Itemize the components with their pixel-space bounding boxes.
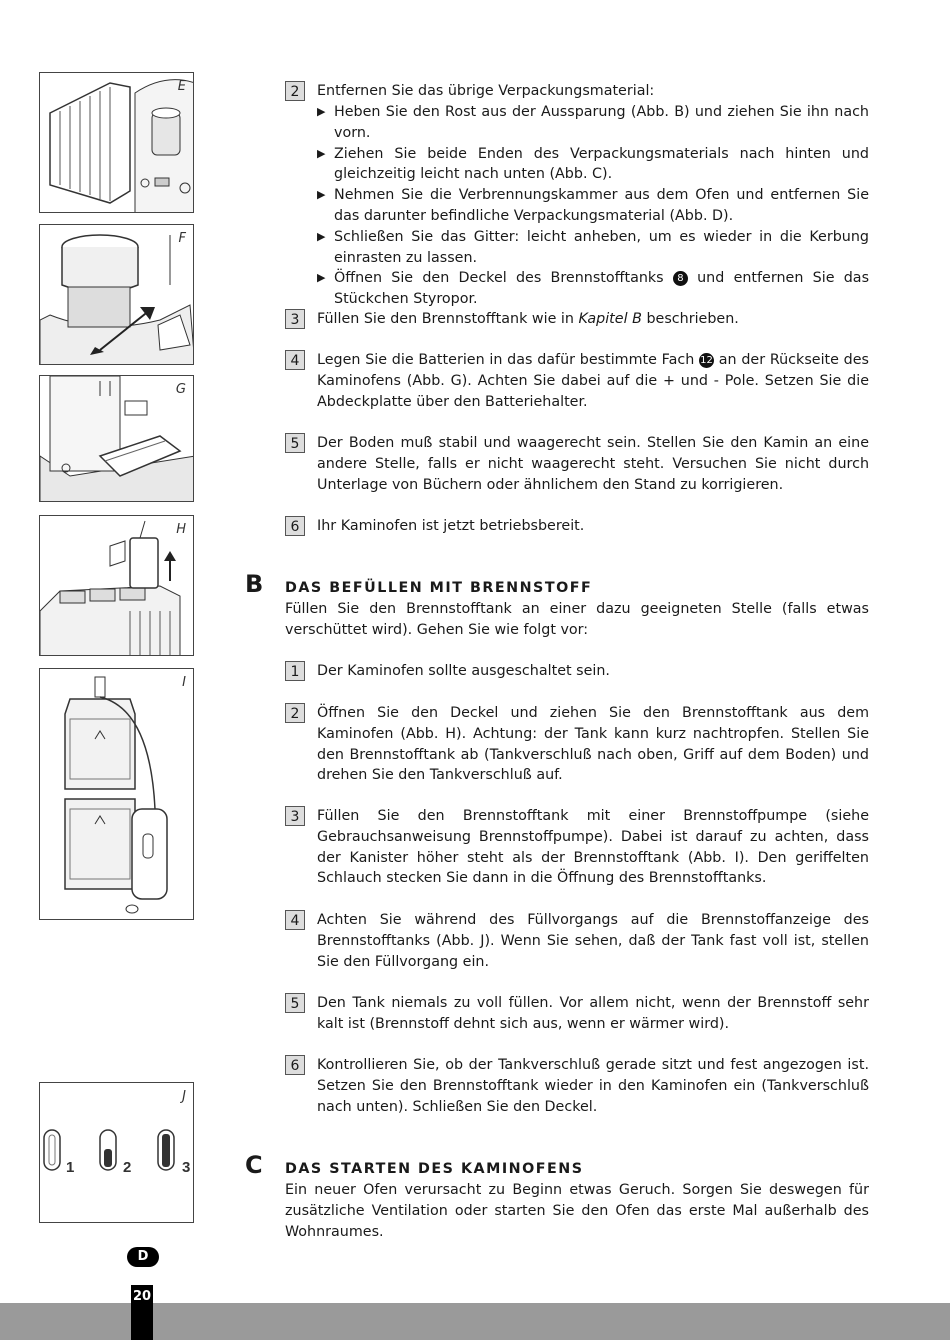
figure-g [39,375,194,502]
figure-label: I [182,675,186,690]
bullet-list [317,102,869,310]
bullet-text: Heben Sie den Rost aus der Aussparung (Abb. B) und ziehen Sie ihn nach vorn. [334,104,869,141]
step-text: Öffnen Sie den Deckel und ziehen Sie den Brennstofftank aus dem Kaminofen (Abb. H). Achtung: der Tank kann kurz nachtropfen. Stellen Sie den Brennstofftank ab (Tankverschluß nach oben, Griff auf dem Boden) und drehen Sie den Tankverschluß auf. [317,705,869,784]
figure-i [39,668,194,920]
step-number: 6 [285,516,305,536]
step-number: 5 [285,433,305,453]
bullet-text: Schließen Sie das Gitter: leicht anheben, um es wieder in die Kerbung einrasten zu lassen. [334,228,869,266]
step-number: 3 [285,806,305,826]
step-number: 1 [285,661,305,681]
step-text: Füllen Sie den Brennstofftank mit einer Brennstoffpumpe (siehe Gebrauchsanweisung Brennstoffpumpe). Dabei ist darauf zu achten, dass der Kanister höher steht als der Brennstofftank (Abb. I). Den geriffelten Schlauch stecken Sie dann in die Öffnung des Brennstofftanks. [317,808,869,887]
step-number: 2 [285,703,305,723]
figure-h [39,515,194,656]
figure-e [39,72,194,213]
fuel-gauge-illustration [40,1083,194,1223]
figure-j [39,1082,194,1223]
figure-f [39,224,194,365]
step-number: 4 [285,350,305,370]
figure-label: F [178,231,186,246]
bullet-arrow-icon: ▶ [317,146,326,160]
bullet-item [317,268,869,310]
step-text-pre: Legen Sie die Batterien in das dafür bestimmte Fach [317,352,700,368]
part-number-marker: 12 [700,355,713,366]
part-number-marker: 8 [673,271,688,286]
bullet-arrow-icon: ▶ [317,105,326,118]
step-text: Den Tank niemals zu voll füllen. Vor allem nicht, wenn der Brennstoff sehr kalt ist (Brennstoff dehnt sich aus, wenn er wärmer wird). [317,995,869,1032]
section-title-c: DAS STARTEN DES KAMINOFENS [285,1161,584,1177]
step-text: Entfernen Sie das übrige Verpackungsmaterial: [317,83,655,99]
figure-label: E [177,79,186,94]
bullet-text-post: und entfernen Sie das Stückchen Styropor. [334,270,870,308]
bullet-item [317,102,869,144]
section-title-b: DAS BEFÜLLEN MIT BRENNSTOFF [285,580,593,596]
step-number: 6 [285,1055,305,1075]
figure-label: G [175,382,186,397]
step-text: Ihr Kaminofen ist jetzt betriebsbereit. [317,518,585,534]
bullet-item [317,227,869,269]
language-badge: D [127,1247,159,1267]
step-text [317,350,869,412]
section-intro-b: Füllen Sie den Brennstofftank an einer dazu geeigneten Stelle (falls etwas verschüttet wird). Gehen Sie wie folgt vor: [285,601,869,638]
step-number: 3 [285,309,305,329]
tank-removal-illustration [40,516,194,656]
step-number: 4 [285,910,305,930]
gauge-label-3: 3 [182,1159,191,1176]
step-text-pre: Füllen Sie den Brennstofftank wie in [317,311,579,327]
step-text-post: beschrieben. [641,311,739,327]
bullet-arrow-icon: ▶ [317,229,326,243]
bullet-item [317,144,869,186]
step-number: 2 [285,81,305,101]
bullet-text-pre: Öffnen Sie den Deckel des Brennstofftanks [334,270,664,287]
step-text: Der Boden muß stabil und waagerecht sein. Stellen Sie den Kamin an eine andere Stelle, falls er nicht waagerecht steht. Versuchen Sie nicht durch Unterlage von Büchern oder ähnlichem den Stand zu korrigieren. [317,435,869,493]
bullet-item [317,185,869,227]
fuel-pump-illustration [40,669,194,920]
figure-label: J [182,1089,186,1104]
chapter-reference: Kapitel B [578,311,642,327]
gauge-label-1: 1 [66,1159,75,1176]
bullet-text: Nehmen Sie die Verbrennungskammer aus dem Ofen und entfernen Sie das darunter befindliche Verpackungsmaterial (Abb. D). [334,187,869,224]
section-intro-c: Ein neuer Ofen verursacht zu Beginn etwas Geruch. Sorgen Sie deswegen für zusätzliche Ventilation oder starten Sie den Ofen das erste Mal außerhalb des Wohnraumes. [285,1182,869,1240]
tank-cap-illustration [40,225,194,365]
step-text: Kontrollieren Sie, ob der Tankverschluß gerade sitzt und fest angezogen ist. Setzen Sie den Brennstofftank wieder in den Kaminofen ein (Tankverschluß nach unten). Schließen Sie den Deckel. [317,1057,869,1115]
section-letter-b: B [245,570,264,598]
page-number: 20 [131,1285,153,1340]
heater-grille-illustration [40,73,194,213]
step-text: Der Kaminofen sollte ausgeschaltet sein. [317,663,610,679]
bullet-arrow-icon: ▶ [317,188,326,202]
step-number: 5 [285,993,305,1013]
bullet-arrow-icon: ▶ [317,271,326,285]
step-text-post: an der Rückseite des Kaminofens (Abb. G). Achten Sie dabei auf die + und - Pole. Setzen Sie die Abdeckplatte über den Batteriehalter. [317,352,870,410]
step-text: Achten Sie während des Füllvorgangs auf die Brennstoffanzeige des Brennstofftanks (Abb. J). Wenn Sie sehen, daß der Tank fast voll ist, stellen Sie den Füllvorgang ein. [317,912,869,970]
step-text [317,309,869,330]
section-letter-c: C [245,1151,263,1179]
gauge-label-2: 2 [123,1159,132,1176]
bullet-text: Ziehen Sie beide Enden des Verpackungsmaterials nach hinten und gleichzeitig leicht nach unten (Abb. C). [334,145,869,183]
figure-label: H [176,522,186,537]
battery-compartment-illustration [40,376,194,502]
